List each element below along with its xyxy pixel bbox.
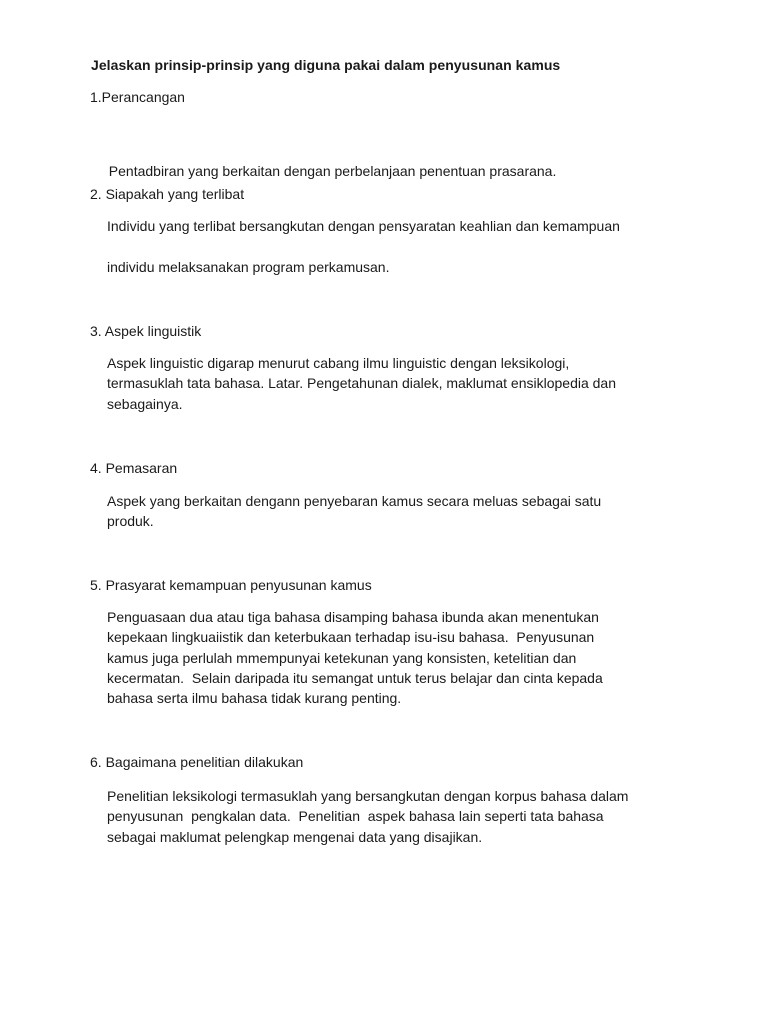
paragraph-line: Aspek yang berkaitan dengann penyebaran kamus secara meluas sebagai satu [107, 493, 602, 509]
section-body-4 [107, 491, 697, 532]
section-body-3 [107, 353, 697, 414]
paragraph-line: sebagainya. [107, 395, 183, 412]
paragraph-line: Penelitian leksikologi termasuklah yang bersangkutan dengan korpus bahasa dalam [107, 788, 629, 804]
section-heading-6: 6. Bagaimana penelitian dilakukan [90, 754, 304, 770]
paragraph-line: penyusunan pengkalan data. Penelitian aspek bahasa lain seperti tata bahasa [107, 808, 604, 825]
section-body-2-continued [107, 257, 697, 277]
paragraph-line: kecermatan. Selain daripada itu semangat untuk terus belajar dan cinta kepada [107, 669, 603, 686]
paragraph-line: bahasa serta ilmu bahasa tidak kurang penting. [107, 690, 402, 707]
section-heading-3: 3. Aspek linguistik [90, 323, 202, 339]
section-body-5 [107, 607, 697, 708]
section-body-6 [107, 786, 697, 847]
section-body-1 [101, 120, 691, 221]
section-heading-2: 2. Siapakah yang terlibat [90, 186, 245, 202]
paragraph-line: sebagai maklumat pelengkap mengenai data yang disajikan. [107, 828, 483, 845]
section-body-2 [107, 216, 697, 236]
document-title: Jelaskan prinsip-prinsip yang diguna pakai dalam penyusunan kamus [91, 57, 561, 73]
paragraph-line: Aspek linguistic digarap menurut cabang ilmu linguistic dengan leksikologi, [107, 355, 570, 371]
paragraph-line: termasuklah tata bahasa. Latar. Pengetahunan dialek, maklumat ensiklopedia dan [107, 375, 617, 392]
paragraph-line: produk. [107, 513, 154, 530]
section-heading-5: 5. Prasyarat kemampuan penyusunan kamus [90, 577, 372, 593]
section-heading-4: 4. Pemasaran [90, 460, 178, 476]
paragraph-line: kepekaan lingkuaiistik dan keterbukaan terhadap isu-isu bahasa. Penyusunan [107, 629, 595, 646]
paragraph-line: Penguasaan dua atau tiga bahasa disamping bahasa ibunda akan menentukan [107, 609, 599, 625]
paragraph-line: individu melaksanakan program perkamusan. [107, 259, 390, 275]
section-heading-1: 1.Perancangan [90, 89, 185, 105]
paragraph-line: kamus juga perlulah mmempunyai ketekunan yang konsisten, ketelitian dan [107, 649, 577, 666]
paragraph-line: Individu yang terlibat bersangkutan dengan pensyaratan keahlian dan kemampuan [107, 218, 620, 234]
paragraph-line: Pentadbiran yang berkaitan dengan perbelanjaan penentuan prasarana. [101, 162, 557, 179]
